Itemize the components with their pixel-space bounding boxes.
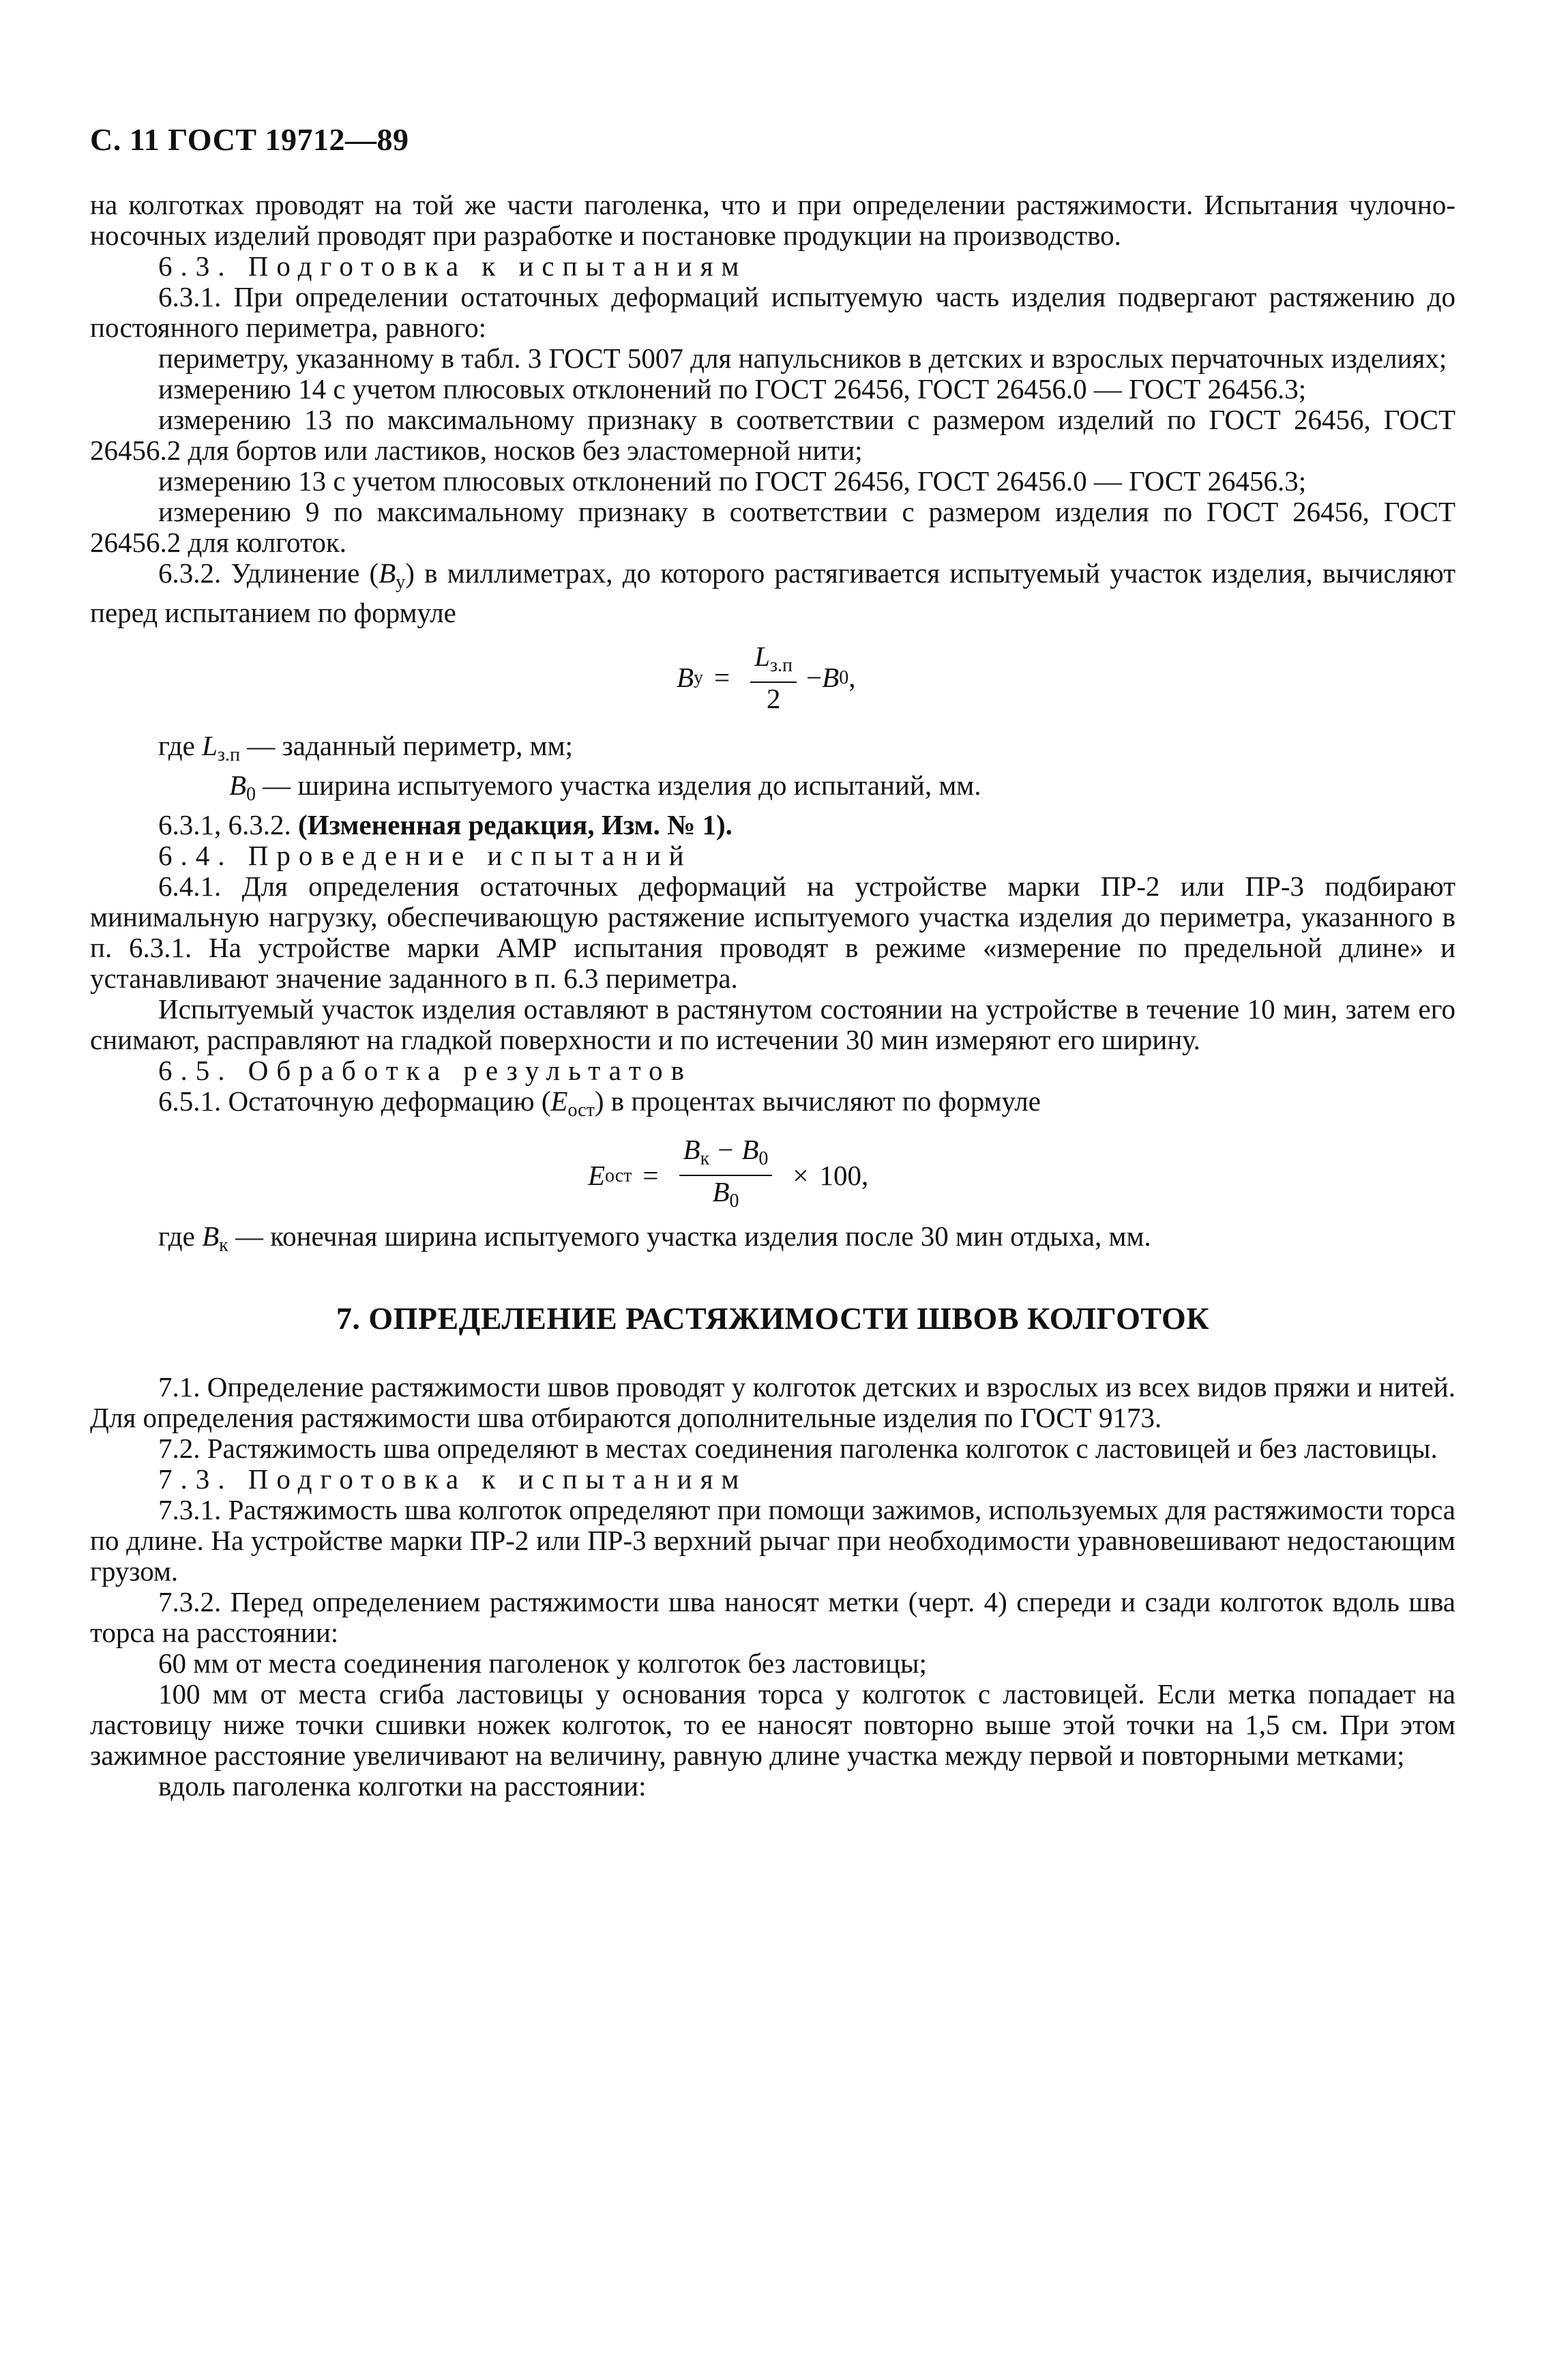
formula-times: ×	[793, 1159, 809, 1191]
paragraph: вдоль паголенка колготки на расстоянии:	[158, 1770, 647, 1802]
paragraph: измерению 13 с учетом плюсовых отклонений по ГОСТ 26456, ГОСТ 26456.0 — ГОСТ 26456.3;	[158, 465, 1307, 497]
formula-minus: −	[806, 661, 823, 693]
paragraph: периметру, указанному в табл. 3 ГОСТ 5007 для напульсников в детских и взрослых перчаточных изделиях;	[158, 342, 1447, 374]
formula-residual-deformation	[588, 1134, 868, 1217]
formula-variable: B	[229, 770, 247, 801]
formula-subscript: з.п	[769, 655, 793, 676]
formula-comma: ,	[848, 661, 856, 693]
text-run: ) в миллиметрах, до которого растягивается испытуемый участок изделия, вычисляют перед испытанием по формуле	[90, 557, 1455, 628]
formula-equals: =	[714, 661, 730, 693]
paragraph: измерению 14 с учетом плюсовых отклонений по ГОСТ 26456, ГОСТ 26456.0 — ГОСТ 26456.3;	[158, 373, 1307, 405]
formula-subscript: 0	[246, 784, 256, 805]
formula-minus: −	[718, 1134, 734, 1165]
formula-variable: L	[754, 641, 770, 672]
formula-subscript: ост	[605, 1164, 632, 1186]
formula-subscript: 0	[839, 666, 849, 688]
paragraph: 100 мм от места сгиба ластовицы у основания торса у колготок с ластовицей. Если метка попадает на ластовицу ниже точки сшивки ножек колготок, то ее наносят повторно выше этой точки на 1,5 см. При этом зажимное расстояние увеличивают на величину, равную длине участка между первой и повторными метками;	[90, 1678, 1455, 1771]
subsection-heading: 6.5. Обработка результатов	[158, 1055, 693, 1086]
formula-block	[90, 628, 1455, 731]
paragraph: на колготках проводят на той же части паголенка, что и при определении растяжимости. Испытания чулочно-носочных изделий проводят при разработке и постановке продукции на производство.	[90, 189, 1455, 251]
paragraph: 7.2. Растяжимость шва определяют в местах соединения паголенка колготок с ластовицей и без ластовицы.	[158, 1433, 1438, 1464]
subsection-heading: 6.4. Проведение испытаний	[158, 840, 692, 871]
paragraph	[90, 731, 1455, 770]
subsection-heading: 7.3. Подготовка к испытаниям	[158, 1463, 748, 1495]
formula-variable: L	[202, 730, 218, 761]
subsection-heading: 6.3. Подготовка к испытаниям	[158, 250, 748, 282]
formula-subscript: к	[700, 1148, 710, 1169]
text-run: где	[158, 730, 203, 761]
formula-subscript: к	[219, 1235, 228, 1256]
paragraph: Испытуемый участок изделия оставляют в растянутом состоянии на устройстве в течение 10 мин, затем его снимают, расправляют на гладкой поверхности и по истечении 30 мин измеряют его ширину.	[90, 993, 1455, 1055]
paragraph	[90, 558, 1455, 628]
paragraph: 7.1. Определение растяжимости швов проводят у колготок детских и взрослых из всех видов пряжи и нитей. Для определения растяжимости шва отбираются дополнительные изделия по ГОСТ 9173.	[90, 1371, 1455, 1433]
formula-block	[90, 1126, 1455, 1221]
formula-denominator	[712, 1176, 739, 1217]
formula-variable: B	[379, 557, 396, 589]
formula-variable: B	[712, 1176, 730, 1207]
paragraph	[90, 770, 1455, 810]
formula-variable: E	[550, 1085, 568, 1117]
formula-variable: B	[677, 661, 694, 693]
formula-variable: B	[741, 1134, 759, 1165]
paragraph	[90, 1221, 1455, 1261]
paragraph: измерению 13 по максимальному признаку в соответствии с размером изделий по ГОСТ 26456, ГОСТ 26456.2 для бортов или ластиков, носков без эластомерной нити;	[90, 404, 1455, 466]
formula-equals: =	[642, 1159, 659, 1191]
text-run: — ширина испытуемого участка изделия до испытаний, мм.	[256, 770, 981, 801]
formula-factor: 100,	[819, 1159, 869, 1191]
paragraph	[90, 810, 1455, 840]
page-header: С. 11 ГОСТ 19712—89	[90, 122, 409, 157]
text-run: — заданный периметр, мм;	[239, 730, 573, 761]
formula-numerator	[679, 1134, 773, 1176]
document-body	[90, 190, 1455, 1802]
formula-fraction	[750, 641, 797, 714]
formula-denominator: 2	[766, 683, 781, 714]
formula-subscript: 0	[758, 1148, 769, 1169]
paragraph: измерению 9 по максимальному признаку в соответствии с размером изделия по ГОСТ 26456, ГОСТ 26456.2 для колготок.	[90, 496, 1455, 558]
formula-variable: B	[202, 1220, 220, 1252]
formula-subscript: 0	[729, 1190, 739, 1212]
paragraph	[90, 1086, 1455, 1126]
formula-subscript: у	[694, 666, 704, 688]
paragraph: 6.3.1. При определении остаточных деформаций испытуемую часть изделия подвергают растяжению до постоянного периметра, равного:	[90, 281, 1455, 343]
formula-subscript: у	[396, 572, 406, 593]
section-title: 7. ОПРЕДЕЛЕНИЕ РАСТЯЖИМОСТИ ШВОВ КОЛГОТОК	[336, 1301, 1210, 1336]
paragraph: 60 мм от места соединения паголенок у колготок без ластовицы;	[158, 1647, 927, 1679]
text-run: где	[158, 1220, 203, 1252]
text-run: — конечная ширина испытуемого участка изделия после 30 мин отдыха, мм.	[228, 1220, 1151, 1252]
paragraph: 6.4.1. Для определения остаточных деформаций на устройстве марки ПР-2 или ПР-3 подбирают минимальную нагрузку, обеспечивающую растяжение испытуемого участка изделия до периметра, указанного в п. 6.3.1. На устройстве марки АМР испытания проводят в режиме «измерение по предельной длине» и устанавливают значение заданного в п. 6.3 периметра.	[90, 870, 1455, 994]
formula-variable: E	[588, 1159, 606, 1191]
formula-variable: B	[822, 661, 840, 693]
amendment-note: (Измененная редакция, Изм. № 1).	[298, 809, 733, 840]
formula-numerator	[750, 641, 797, 683]
text-run: 6.3.1, 6.3.2.	[158, 809, 298, 840]
text-run: 6.3.2. Удлинение (	[158, 557, 379, 589]
paragraph: 7.3.2. Перед определением растяжимости шва наносят метки (черт. 4) спереди и сзади колготок вдоль шва торса на расстоянии:	[90, 1586, 1455, 1648]
formula-fraction	[679, 1134, 773, 1217]
formula-elongation	[677, 641, 855, 714]
text-run: ) в процентах вычисляют по формуле	[594, 1085, 1041, 1117]
text-run: 6.5.1. Остаточную деформацию (	[158, 1085, 551, 1117]
formula-subscript: ост	[567, 1100, 595, 1121]
paragraph: 7.3.1. Растяжимость шва колготок определяют при помощи зажимов, используемых для растяжимости торса по длине. На устройстве марки ПР-2 или ПР-3 верхний рычаг при необходимости уравновешивают недостающим грузом.	[90, 1494, 1455, 1587]
formula-variable: B	[683, 1134, 700, 1165]
formula-subscript: з.п	[217, 744, 240, 765]
